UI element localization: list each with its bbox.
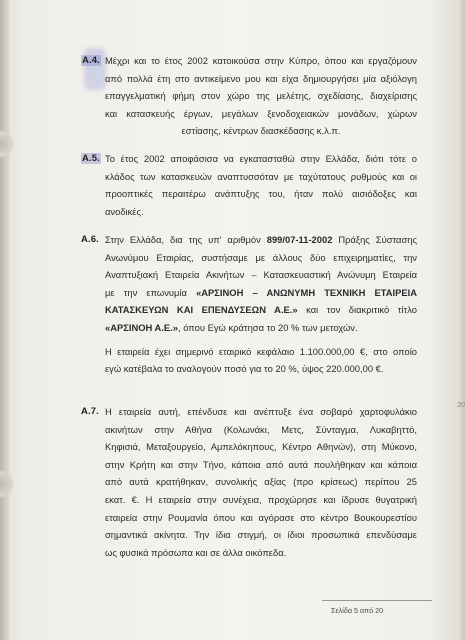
text-line: εκατ. €. Η εταιρεία στην συνέχεια, προχώρησε και ίδρυσε θυγατρική	[105, 493, 417, 505]
text-line: από αυτά κρατήθηκαν, συνολικής αξίας (προ κρίσεως) περίπου 25	[105, 476, 417, 488]
text-line: με την επωνυμία «ΑΡΣΙΝΟΗ – ΑΝΩΝΥΜΗ ΤΕΧΝΙΚΗ ΕΤΑΙΡΕΙΑ	[105, 286, 417, 298]
section-number: A.6.	[81, 234, 99, 245]
text-line: ακινήτων στην Αθήνα (Κολωνάκι, Mετς, Σύνταγμα, Λυκαβηττό,	[105, 423, 417, 435]
text-line: Η εταιρεία αυτή, επένδυσε και ανέπτυξε ένα σοβαρό χαρτοφυλάκιο	[105, 406, 417, 417]
text-line: Μέχρι και το έτος 2002 κατοικούσα στην Κύπρο, όπου και εργαζόμουν	[105, 55, 417, 66]
section-a5	[82, 150, 417, 220]
bold-term: «ΑΡΣΙΝΟΗ – ΑΝΩΝΥΜΗ ΤΕΧΝΙΚΗ ΕΤΑΙΡΕΙΑ	[196, 286, 417, 298]
section-a7	[82, 403, 417, 561]
punch-hole	[0, 130, 14, 158]
text-line: Στην Ελλάδα, δια της υπ' αριθμόν 899/07-11-2002 Πράξης Σύστασης	[105, 234, 418, 245]
text-line: εταιρεία στην Ρουμανία όπου και αγόρασε στο κέντρο Βουκουρεστίου	[105, 511, 417, 523]
punch-hole	[0, 470, 14, 498]
text-line: εστίασης, κέντρων διασκέδασης κ.λ.π.	[181, 125, 341, 137]
section-text	[105, 150, 417, 220]
page-left-shadow	[0, 0, 10, 640]
text-line: επαγγελματική φήμη στον χώρο της μελέτης, σχεδίασης, διαχείρισης	[105, 90, 417, 102]
text-line: από πολλά έτη στο αντικείμενο μου και είχα δημιουργήσει μία αξιόλογη	[105, 72, 417, 84]
text-line: ΚΑΤΑΣΚΕΥΩΝ ΚΑΙ ΕΠΕΝΔΥΣΕΩΝ Α.Ε.» και τον διακριτικό τίτλο	[105, 304, 417, 316]
text-line: προοπτικές περαιτέρω ανάπτυξης του, ήταν πολύ αισιόδοξες και	[105, 188, 417, 200]
bold-term: ΚΑΤΑΣΚΕΥΩΝ ΚΑΙ ΕΠΕΝΔΥΣΕΩΝ Α.Ε.»	[105, 304, 298, 316]
bold-term: 899/07-11-2002	[266, 234, 333, 245]
text-line: Κηφισιά, Μεταξουργείο, Αμπελόκηπους, Κέντρο Αθηνών), στη Μύκονο,	[105, 441, 417, 453]
text-line: σημαντικά ακίνητα. Την ίδια στιγμή, οι ίδιοι προσωπικά επενδύσαμε	[105, 529, 417, 541]
text-line: Ανωνύμου Εταιρίας, συστήσαμε με άλλους δύο επιχειρηματίες, την	[105, 251, 417, 263]
text-line: εγώ κατέβαλα το αναλογούν ποσό για το 20 %, ύψος 220.000,00 €.	[105, 363, 384, 375]
text-line: ανοδικές.	[105, 205, 144, 217]
bold-term: «ΑΡΣΙΝΟΗ Α.Ε.»	[105, 321, 179, 333]
section-a6	[82, 231, 417, 378]
text-line: Αναπτυξιακή Εταιρεία Ακινήτων – Κατασκευαστική Ανώνυμη Εταιρεία	[105, 269, 417, 281]
text-line: στην Κρήτη και στην Τήνο, κάποια από αυτά πουλήθηκαν και κάποια	[105, 458, 417, 470]
section-text	[105, 231, 417, 378]
edge-page-mark: 20	[457, 402, 465, 409]
text-line: και κατασκευής έργων, μεγάλων ξενοδοχειακών μονάδων, χώρων	[105, 107, 417, 119]
text-line: κλάδος των κατασκευών αναπτυσσόταν με ταχύτατους ρυθμούς και οι	[105, 170, 417, 182]
section-number: A.4.	[82, 55, 100, 66]
text-line: «ΑΡΣΙΝΟΗ Α.Ε.», όπου Εγώ κράτησα το 20 % των μετοχών.	[105, 321, 358, 333]
section-a4	[82, 52, 417, 140]
text-line: Το έτος 2002 αποφάσισα να εγκατασταθώ στην Ελλάδα, διότι τότε ο	[105, 153, 417, 164]
section-number: A.7.	[81, 406, 99, 417]
section-text	[105, 403, 417, 561]
section-text	[105, 52, 417, 140]
footer-rule	[322, 600, 432, 601]
page-right-edge	[457, 0, 465, 640]
text-line: ως φυσικά πρόσωπα και σε άλλα οικόπεδα.	[105, 546, 287, 558]
page-footer: Σελίδα 5 από 20	[331, 606, 384, 615]
text-line: Η εταιρεία έχει σημερινό εταιρικό κεφάλαιο 1.100.000,00 €, στο οποίο	[105, 345, 417, 357]
section-number: A.5.	[82, 153, 100, 164]
